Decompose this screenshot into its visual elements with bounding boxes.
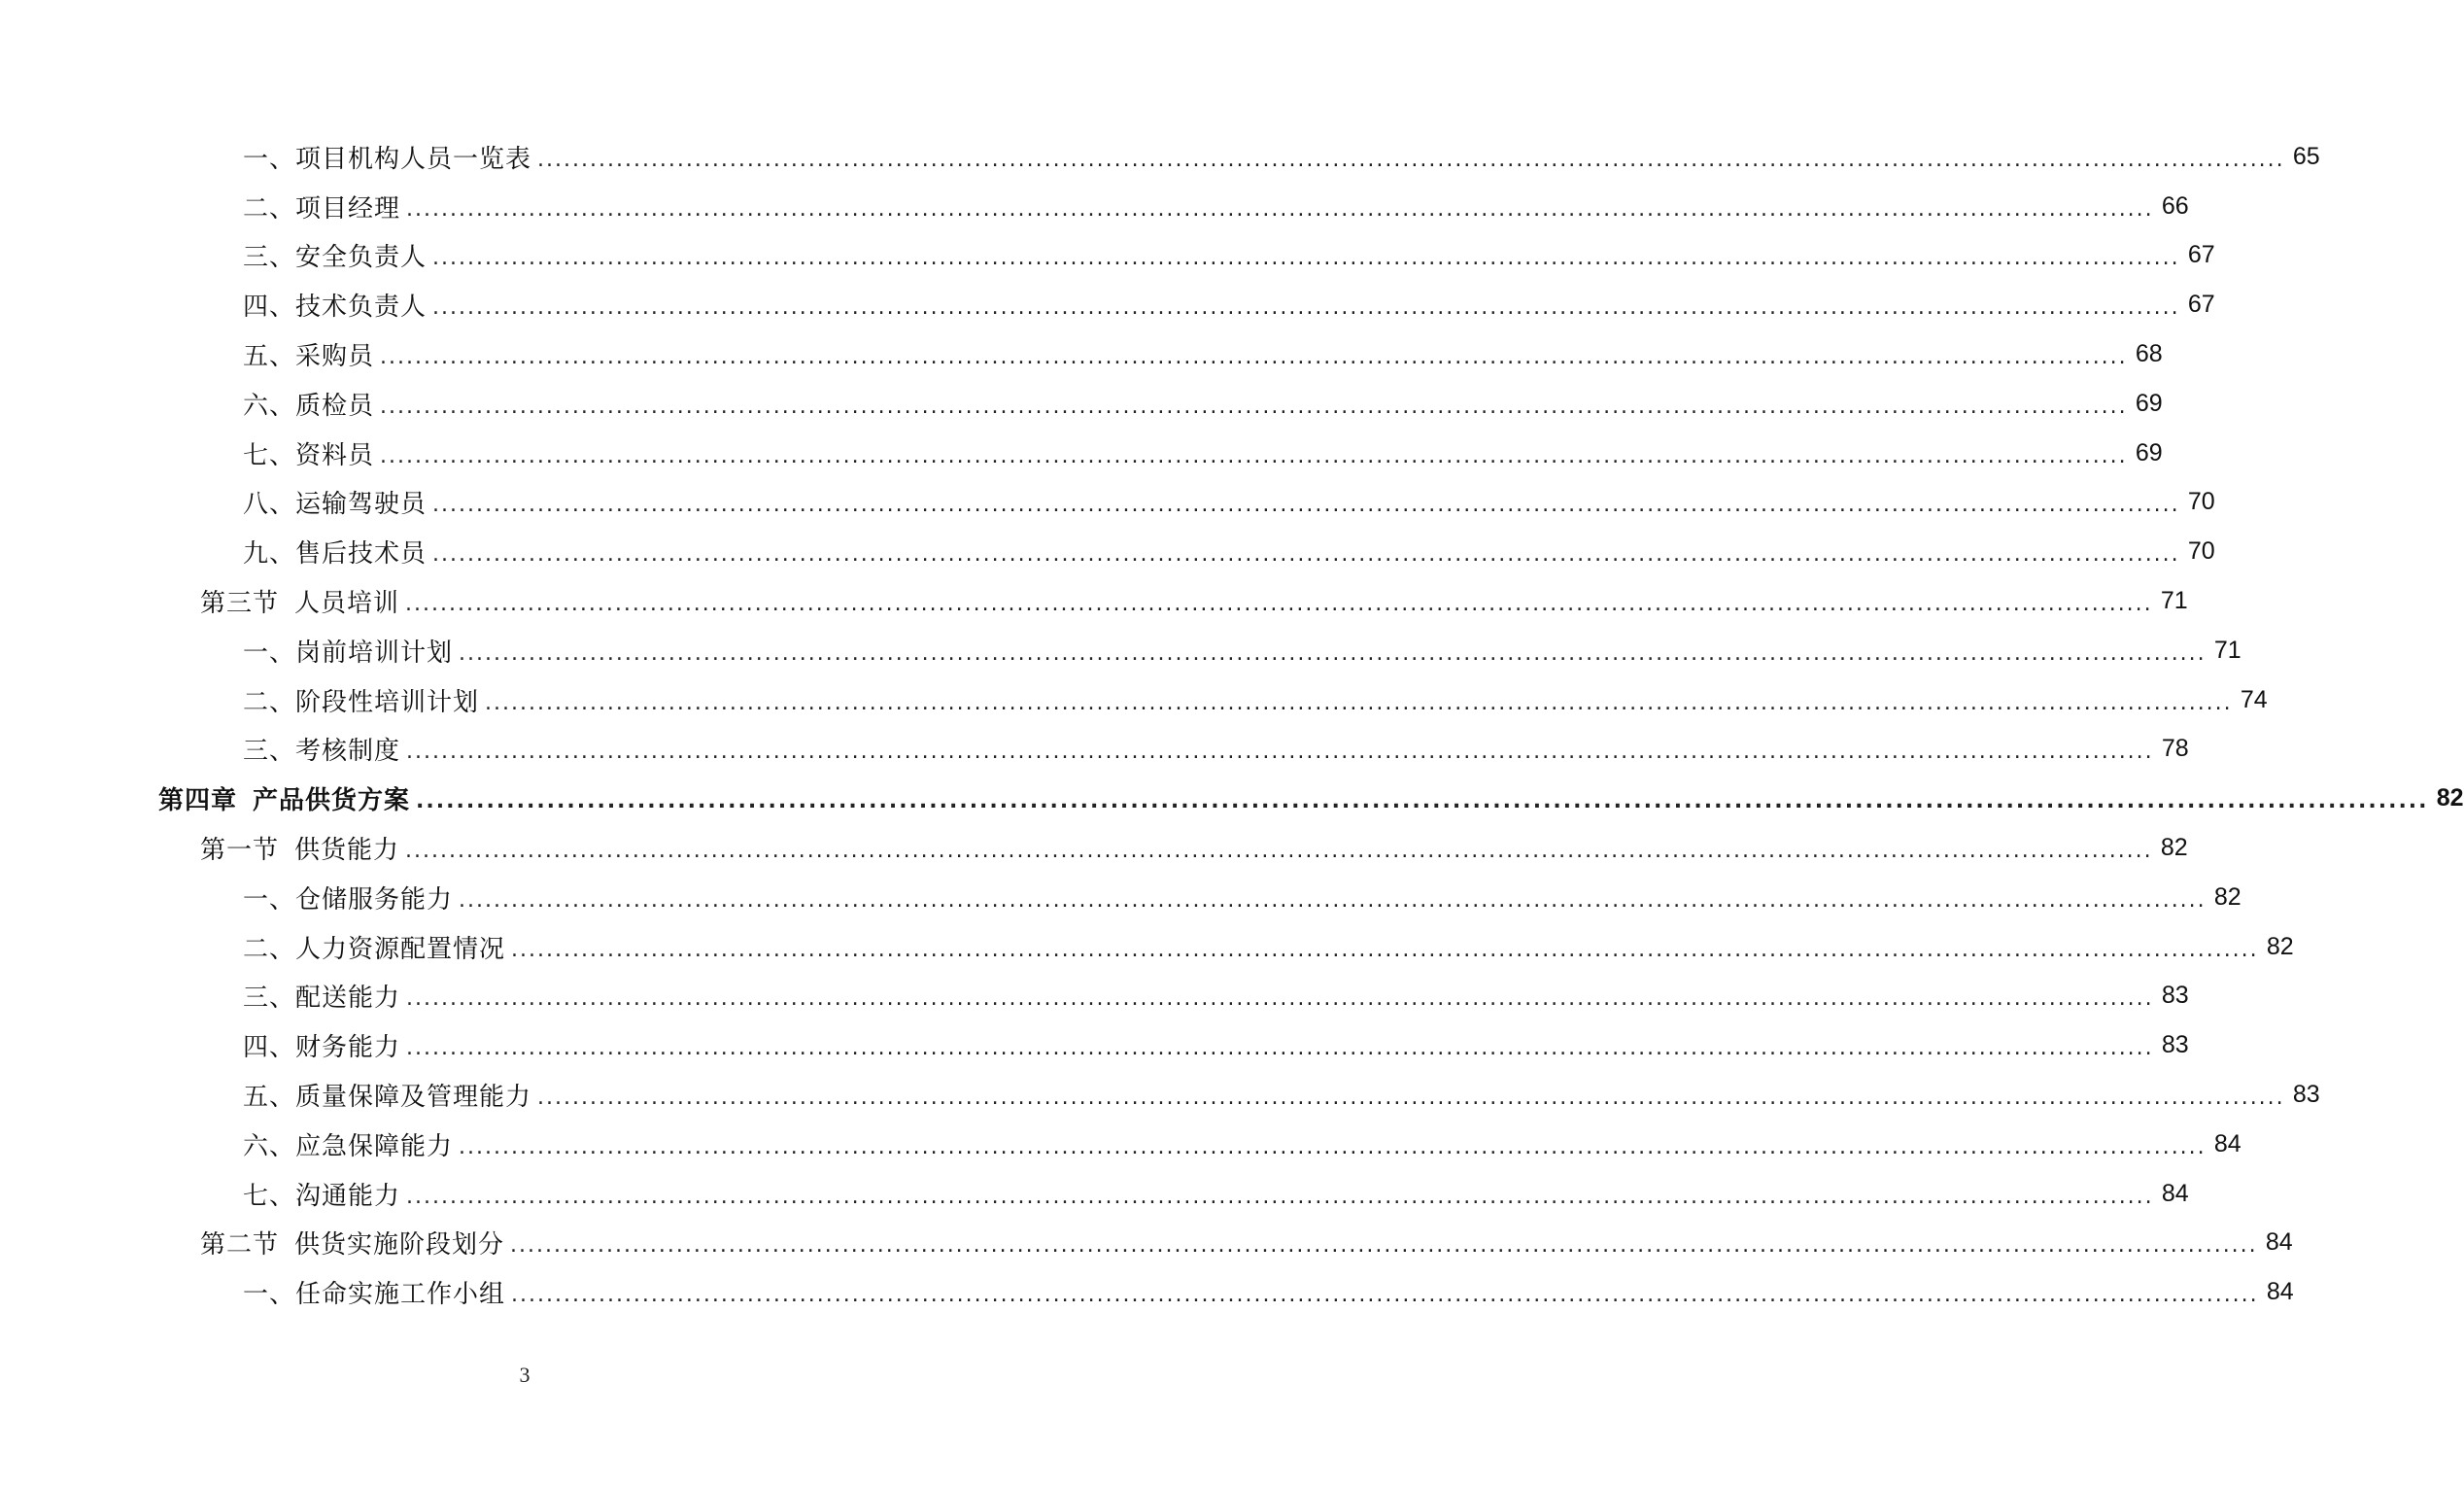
toc-entry[interactable] [0,626,2242,675]
toc-entry-page: 70 [2187,537,2215,566]
toc-entry-number: 二、 [243,193,296,224]
toc-entry-label [243,929,505,965]
toc-entry-label [243,237,427,273]
toc-leader-dots: ........................................................................................................................................................................................................ [485,690,2233,715]
toc-entry-number: 一、 [243,144,296,174]
toc-entry[interactable] [0,280,2215,329]
toc-entry-label [243,435,374,471]
toc-entry-page: 82 [2160,834,2188,862]
toc-leader-dots: ........................................................................................................................................................................................................ [432,493,2180,518]
toc-entry-label [158,780,410,816]
toc-entry-title: 资料员 [295,440,375,470]
toc-entry-title: 质量保障及管理能力 [295,1083,532,1113]
toc-entry-title: 供货能力 [294,836,400,866]
toc-entry[interactable] [0,725,2189,775]
toc-entry-label [243,1176,400,1212]
toc-entry-number: 五、 [243,342,296,372]
toc-entry-label [243,139,531,175]
toc-leader-dots: ........................................................................................................................................................................................................ [405,592,2153,617]
toc-leader-dots: ........................................................................................................................................................................................................ [432,246,2180,271]
toc-entry-label [243,978,400,1014]
page-number: 3 [519,1363,530,1387]
toc-entry-title: 产品供货方案 [253,786,411,816]
toc-entry-label [200,830,399,866]
toc-entry[interactable] [0,379,2163,429]
toc-leader-dots: ........................................................................................................................................................................................................ [432,295,2180,321]
toc-entry-label [243,1126,453,1162]
toc-entry-number: 三、 [243,984,296,1014]
toc-entry-number: 一、 [243,884,296,915]
table-of-contents [0,132,2464,1317]
toc-entry-page: 82 [2266,932,2294,960]
toc-entry-title: 售后技术员 [295,539,428,570]
toc-leader-dots: ........................................................................................................................................................................................................ [459,887,2207,913]
toc-leader-dots: ........................................................................................................................................................................................................ [511,1283,2259,1308]
toc-entry-page: 67 [2187,291,2215,319]
toc-entry-page: 84 [2266,1278,2294,1306]
toc-leader-dots: ........................................................................................................................................................................................................ [432,542,2180,568]
toc-entry-page: 84 [2213,1129,2242,1157]
toc-entry[interactable] [0,1219,2293,1268]
toc-leader-dots: ........................................................................................................................................................................................................ [406,196,2154,222]
toc-leader-dots: ........................................................................................................................................................................................................ [511,937,2259,962]
toc-leader-dots: ........................................................................................................................................................................................................ [537,147,2285,172]
toc-entry-number: 四、 [243,1033,296,1063]
toc-entry-title: 财务能力 [295,1033,401,1063]
toc-entry-label [243,189,400,224]
toc-entry[interactable] [0,132,2320,182]
toc-entry-number: 六、 [243,391,296,421]
toc-entry-label [243,880,453,915]
toc-entry-label [243,1274,505,1310]
toc-entry-page: 82 [2436,784,2464,812]
toc-entry-page: 66 [2161,191,2189,220]
toc-entry[interactable] [0,527,2215,576]
toc-entry-number: 三、 [243,737,296,767]
toc-entry-title: 人力资源配置情况 [295,934,506,964]
toc-entry[interactable] [0,873,2242,922]
toc-leader-dots: ........................................................................................................................................................................................................ [416,789,2429,814]
toc-entry[interactable] [0,774,2464,823]
toc-entry-title: 运输驾驶员 [295,490,428,520]
toc-entry-page: 84 [2265,1228,2293,1257]
toc-entry-page: 74 [2240,685,2268,713]
toc-entry-title: 任命实施工作小组 [295,1280,506,1310]
toc-entry-page: 69 [2135,438,2163,466]
toc-entry-page: 84 [2161,1179,2189,1207]
toc-entry-number: 三、 [243,243,296,273]
toc-entry-title: 项目机构人员一览表 [295,144,532,174]
toc-entry-page: 71 [2160,587,2188,615]
toc-entry-number: 第二节 [200,1230,280,1261]
toc-entry-number: 七、 [243,1181,296,1211]
toc-entry-label [200,583,399,619]
toc-leader-dots: ........................................................................................................................................................................................................ [459,640,2207,666]
toc-entry-title: 人员培训 [294,589,400,619]
toc-leader-dots: ........................................................................................................................................................................................................ [406,986,2154,1012]
toc-entry-page: 78 [2161,735,2189,763]
toc-entry-label [243,336,374,372]
toc-entry[interactable] [0,182,2189,231]
toc-entry-page: 71 [2213,636,2242,664]
toc-entry-label [243,534,427,570]
toc-entry[interactable] [0,972,2189,1021]
toc-leader-dots: ........................................................................................................................................................................................................ [380,443,2128,468]
toc-entry-number: 七、 [243,440,296,470]
toc-entry[interactable] [0,429,2163,478]
toc-entry-title: 项目经理 [295,193,401,224]
toc-entry[interactable] [0,1267,2294,1317]
toc-entry-title: 仓储服务能力 [295,884,454,915]
toc-entry-label [243,287,427,323]
toc-entry-title: 岗前培训计划 [295,638,454,668]
toc-entry-page: 83 [2292,1081,2320,1109]
toc-entry-label [200,1225,504,1261]
toc-entry-label [243,731,400,767]
toc-entry-title: 考核制度 [295,737,401,767]
toc-entry-number: 五、 [243,1083,296,1113]
toc-entry[interactable] [0,1070,2320,1120]
toc-entry-title: 阶段性培训计划 [295,687,480,717]
toc-entry-label [243,1027,400,1063]
toc-entry-title: 安全负责人 [295,243,428,273]
toc-entry-label [243,633,453,669]
toc-entry-label [243,1077,531,1113]
toc-entry[interactable] [0,675,2268,725]
toc-entry[interactable] [0,478,2215,528]
toc-entry-label [243,682,479,718]
toc-entry-page: 69 [2135,389,2163,417]
toc-leader-dots: ........................................................................................................................................................................................................ [406,740,2154,765]
toc-entry-title: 质检员 [295,391,375,421]
toc-entry[interactable] [0,1120,2242,1169]
toc-entry-page: 68 [2135,340,2163,368]
toc-entry-page: 82 [2213,882,2242,911]
toc-entry-number: 一、 [243,1280,296,1310]
toc-entry[interactable] [0,823,2188,873]
toc-leader-dots: ........................................................................................................................................................................................................ [380,345,2128,370]
toc-entry[interactable] [0,231,2215,281]
toc-entry-page: 83 [2161,982,2189,1010]
toc-entry-title: 配送能力 [295,984,401,1014]
toc-entry-page: 70 [2187,488,2215,516]
toc-entry-title: 技术负责人 [295,293,428,323]
toc-entry[interactable] [0,1169,2189,1219]
toc-entry-number: 第四章 [158,786,238,816]
toc-entry-number: 九、 [243,539,296,570]
toc-entry-page: 65 [2292,142,2320,170]
toc-entry-number: 四、 [243,293,296,323]
toc-entry[interactable] [0,576,2188,626]
toc-entry[interactable] [0,329,2163,379]
toc-leader-dots: ........................................................................................................................................................................................................ [406,1184,2154,1209]
toc-entry-number: 第一节 [200,836,280,866]
toc-entry-title: 沟通能力 [295,1181,401,1211]
toc-leader-dots: ........................................................................................................................................................................................................ [459,1134,2207,1159]
toc-entry[interactable] [0,922,2294,972]
toc-leader-dots: ........................................................................................................................................................................................................ [380,394,2128,419]
toc-entry-number: 二、 [243,687,296,717]
toc-entry-number: 六、 [243,1131,296,1161]
toc-entry-label [243,386,374,422]
toc-entry-page: 67 [2187,241,2215,269]
toc-entry-label [243,484,427,520]
toc-leader-dots: ........................................................................................................................................................................................................ [537,1086,2285,1111]
toc-leader-dots: ........................................................................................................................................................................................................ [510,1233,2258,1259]
toc-entry-title: 供货实施阶段划分 [294,1230,505,1261]
toc-entry-number: 二、 [243,934,296,964]
toc-entry-page: 83 [2161,1031,2189,1059]
toc-entry-number: 八、 [243,490,296,520]
toc-entry-number: 一、 [243,638,296,668]
toc-entry-title: 采购员 [295,342,375,372]
toc-entry-number: 第三节 [200,589,280,619]
toc-leader-dots: ........................................................................................................................................................................................................ [406,1036,2154,1061]
toc-leader-dots: ........................................................................................................................................................................................................ [405,839,2153,864]
toc-entry-title: 应急保障能力 [295,1131,454,1161]
toc-entry[interactable] [0,1020,2189,1070]
